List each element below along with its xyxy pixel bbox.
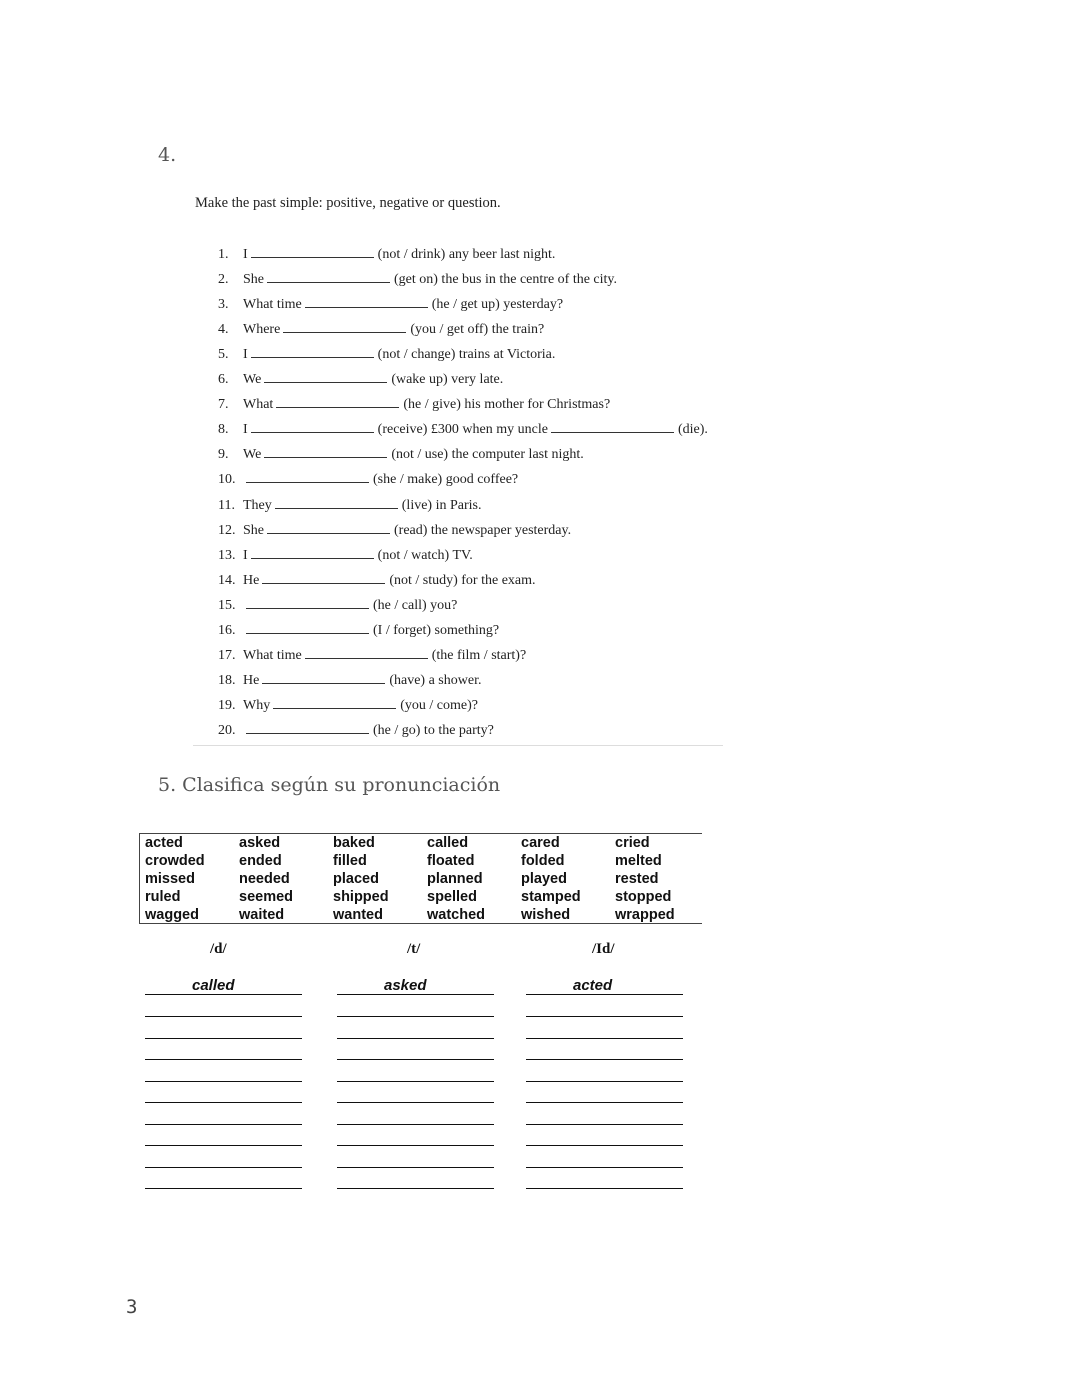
item-number: 19. xyxy=(218,697,236,713)
item-prompt: (you / come)? xyxy=(400,697,478,713)
word-cell: wanted xyxy=(333,907,383,923)
column-heading: /d/ xyxy=(210,941,227,957)
exercise-item xyxy=(218,345,555,363)
word-cell: cared xyxy=(521,835,560,851)
item-prompt: (get on) the bus in the centre of the city. xyxy=(394,272,618,288)
exercise-item xyxy=(218,596,457,614)
answer-line[interactable] xyxy=(145,994,302,995)
answer-blank[interactable] xyxy=(305,295,428,308)
word-cell: planned xyxy=(427,871,483,887)
section-4-number: 4. xyxy=(158,144,177,166)
example-answer: called xyxy=(192,977,235,994)
word-cell: folded xyxy=(521,853,565,869)
answer-blank[interactable] xyxy=(276,395,399,408)
exercise-item xyxy=(218,496,481,514)
exercise-item xyxy=(218,270,617,288)
answer-blank[interactable] xyxy=(246,596,369,609)
item-prompt: (have) a shower. xyxy=(389,672,482,688)
item-prompt: (wake up) very late. xyxy=(391,372,504,388)
answer-line[interactable] xyxy=(526,1145,683,1146)
item-prompt: (he / get up) yesterday? xyxy=(431,297,564,313)
answer-blank[interactable] xyxy=(267,270,390,283)
answer-blank[interactable] xyxy=(262,571,385,584)
item-prompt: (receive) £300 when my uncle xyxy=(377,422,548,438)
word-cell: asked xyxy=(239,835,281,851)
answer-line[interactable] xyxy=(337,1124,494,1125)
answer-line[interactable] xyxy=(337,1016,494,1017)
answer-line[interactable] xyxy=(526,994,683,995)
column-heading: /t/ xyxy=(407,941,421,957)
answer-blank[interactable] xyxy=(267,521,390,534)
answer-blank[interactable] xyxy=(251,546,374,559)
item-subject: What xyxy=(243,397,274,413)
item-number: 2. xyxy=(218,272,229,288)
word-cell: cried xyxy=(615,835,650,851)
word-cell: spelled xyxy=(427,889,477,905)
answer-blank[interactable] xyxy=(246,621,369,634)
exercise-item xyxy=(218,470,518,488)
item-prompt: (he / go) to the party? xyxy=(373,722,494,738)
exercise-item xyxy=(218,696,478,714)
answer-line[interactable] xyxy=(526,1188,683,1189)
item-prompt: (the film / start)? xyxy=(431,647,527,663)
answer-line[interactable] xyxy=(337,1038,494,1039)
word-cell: stamped xyxy=(521,889,581,905)
item-subject: I xyxy=(243,347,248,363)
answer-line[interactable] xyxy=(526,1124,683,1125)
item-prompt: (not / study) for the exam. xyxy=(389,572,536,588)
item-prompt: (not / change) trains at Victoria. xyxy=(377,347,556,363)
word-cell: needed xyxy=(239,871,290,887)
word-cell: played xyxy=(521,871,567,887)
answer-line[interactable] xyxy=(337,1102,494,1103)
answer-blank[interactable] xyxy=(251,420,374,433)
item-subject: She xyxy=(243,272,264,288)
answer-line[interactable] xyxy=(337,1145,494,1146)
column-heading: /Id/ xyxy=(592,941,615,957)
divider xyxy=(193,745,723,746)
item-number: 9. xyxy=(218,447,229,463)
item-number: 6. xyxy=(218,372,229,388)
exercise-item xyxy=(218,621,499,639)
answer-line[interactable] xyxy=(526,1102,683,1103)
word-cell: ruled xyxy=(145,889,181,905)
item-number: 20. xyxy=(218,722,236,738)
answer-line[interactable] xyxy=(337,1188,494,1189)
answer-blank[interactable] xyxy=(273,696,396,709)
item-number: 1. xyxy=(218,247,229,262)
word-cell: watched xyxy=(427,907,486,923)
item-number: 16. xyxy=(218,622,236,638)
answer-line[interactable] xyxy=(526,1038,683,1039)
item-number: 8. xyxy=(218,422,229,438)
item-subject: Where xyxy=(243,322,281,338)
answer-line[interactable] xyxy=(337,1167,494,1168)
exercise-item xyxy=(218,420,708,438)
item-number: 17. xyxy=(218,647,236,663)
answer-line[interactable] xyxy=(337,1059,494,1060)
item-number: 11. xyxy=(218,497,235,513)
item-subject: He xyxy=(243,572,260,588)
exercise-item xyxy=(218,571,536,589)
item-subject: What time xyxy=(243,647,302,663)
answer-blank[interactable] xyxy=(251,345,374,358)
item-subject: Why xyxy=(243,697,271,713)
word-cell: stopped xyxy=(615,889,672,905)
word-cell: wished xyxy=(521,907,571,923)
answer-line[interactable] xyxy=(145,1102,302,1103)
item-prompt: (I / forget) something? xyxy=(373,622,500,638)
item-prompt: (not / use) the computer last night. xyxy=(391,447,584,463)
item-prompt-2: (die). xyxy=(677,422,708,438)
section-5-title: 5. Clasifica según su pronunciación xyxy=(158,774,501,796)
word-cell: rested xyxy=(615,871,659,887)
exercise-item xyxy=(218,295,563,313)
answer-line[interactable] xyxy=(526,1059,683,1060)
answer-blank[interactable] xyxy=(275,496,398,509)
answer-line[interactable] xyxy=(526,1016,683,1017)
item-number: 7. xyxy=(218,397,229,413)
item-subject: I xyxy=(243,422,248,438)
item-number: 14. xyxy=(218,572,236,588)
word-cell: floated xyxy=(427,853,475,869)
item-prompt: (he / call) you? xyxy=(373,597,458,613)
exercise-item xyxy=(218,546,473,564)
item-number: 18. xyxy=(218,672,236,688)
word-cell: baked xyxy=(333,835,375,851)
answer-line[interactable] xyxy=(337,994,494,995)
item-subject: We xyxy=(243,372,262,388)
item-prompt: (you / get off) the train? xyxy=(410,322,545,338)
item-number: 4. xyxy=(218,322,229,338)
exercise-item xyxy=(218,445,584,463)
word-cell: seemed xyxy=(239,889,294,905)
item-prompt: (he / give) his mother for Christmas? xyxy=(403,397,611,413)
answer-blank[interactable] xyxy=(251,245,374,258)
exercise-item xyxy=(218,521,571,539)
word-cell: waited xyxy=(239,907,285,923)
answer-line[interactable] xyxy=(526,1081,683,1082)
item-number: 15. xyxy=(218,597,236,613)
word-cell: wrapped xyxy=(615,907,675,923)
word-cell: shipped xyxy=(333,889,389,905)
answer-line[interactable] xyxy=(145,1167,302,1168)
example-answer: acted xyxy=(573,977,613,994)
word-cell: placed xyxy=(333,871,379,887)
answer-blank[interactable] xyxy=(264,370,387,383)
item-number: 10. xyxy=(218,472,236,488)
item-prompt: (live) in Paris. xyxy=(401,497,482,513)
answer-line[interactable] xyxy=(145,1124,302,1125)
answer-line[interactable] xyxy=(526,1167,683,1168)
answer-blank[interactable] xyxy=(305,646,428,659)
example-answer: asked xyxy=(384,977,427,994)
answer-blank[interactable] xyxy=(264,445,387,458)
item-prompt: (not / drink) any beer last night. xyxy=(377,247,556,262)
item-number: 12. xyxy=(218,522,236,538)
answer-line[interactable] xyxy=(145,1188,302,1189)
answer-line[interactable] xyxy=(145,1059,302,1060)
exercise-item xyxy=(218,320,544,338)
item-subject: She xyxy=(243,522,264,538)
exercise-item xyxy=(218,671,481,689)
answer-blank[interactable] xyxy=(551,420,674,433)
item-prompt: (not / watch) TV. xyxy=(377,547,473,563)
word-cell: called xyxy=(427,835,469,851)
item-prompt: (read) the newspaper yesterday. xyxy=(394,522,572,538)
exercise-item xyxy=(218,646,526,664)
item-subject: We xyxy=(243,447,262,463)
answer-blank[interactable] xyxy=(262,671,385,684)
item-number: 13. xyxy=(218,547,236,563)
word-cell: missed xyxy=(145,871,195,887)
item-number: 3. xyxy=(218,297,229,313)
word-cell: filled xyxy=(333,853,367,869)
exercise-item xyxy=(218,721,494,739)
word-cell: acted xyxy=(145,835,183,851)
answer-blank[interactable] xyxy=(246,721,369,734)
answer-line[interactable] xyxy=(337,1081,494,1082)
word-cell: wagged xyxy=(145,907,199,923)
item-subject: He xyxy=(243,672,260,688)
exercise-item xyxy=(218,395,610,413)
item-number: 5. xyxy=(218,347,229,363)
item-subject: What time xyxy=(243,297,302,313)
answer-line[interactable] xyxy=(145,1081,302,1082)
word-cell: melted xyxy=(615,853,662,869)
answer-blank[interactable] xyxy=(246,470,369,483)
word-cell: ended xyxy=(239,853,282,869)
answer-line[interactable] xyxy=(145,1038,302,1039)
instruction: Make the past simple: positive, negative or question. xyxy=(195,195,501,211)
page-number: 3 xyxy=(126,1296,138,1318)
item-subject: They xyxy=(243,497,272,513)
item-subject: I xyxy=(243,247,248,262)
word-cell: crowded xyxy=(145,853,205,869)
answer-blank[interactable] xyxy=(283,320,406,333)
exercise-item xyxy=(218,370,503,388)
answer-line[interactable] xyxy=(145,1016,302,1017)
exercise-item xyxy=(218,245,555,263)
item-subject: I xyxy=(243,547,248,563)
item-prompt: (she / make) good coffee? xyxy=(373,472,519,488)
answer-line[interactable] xyxy=(145,1145,302,1146)
